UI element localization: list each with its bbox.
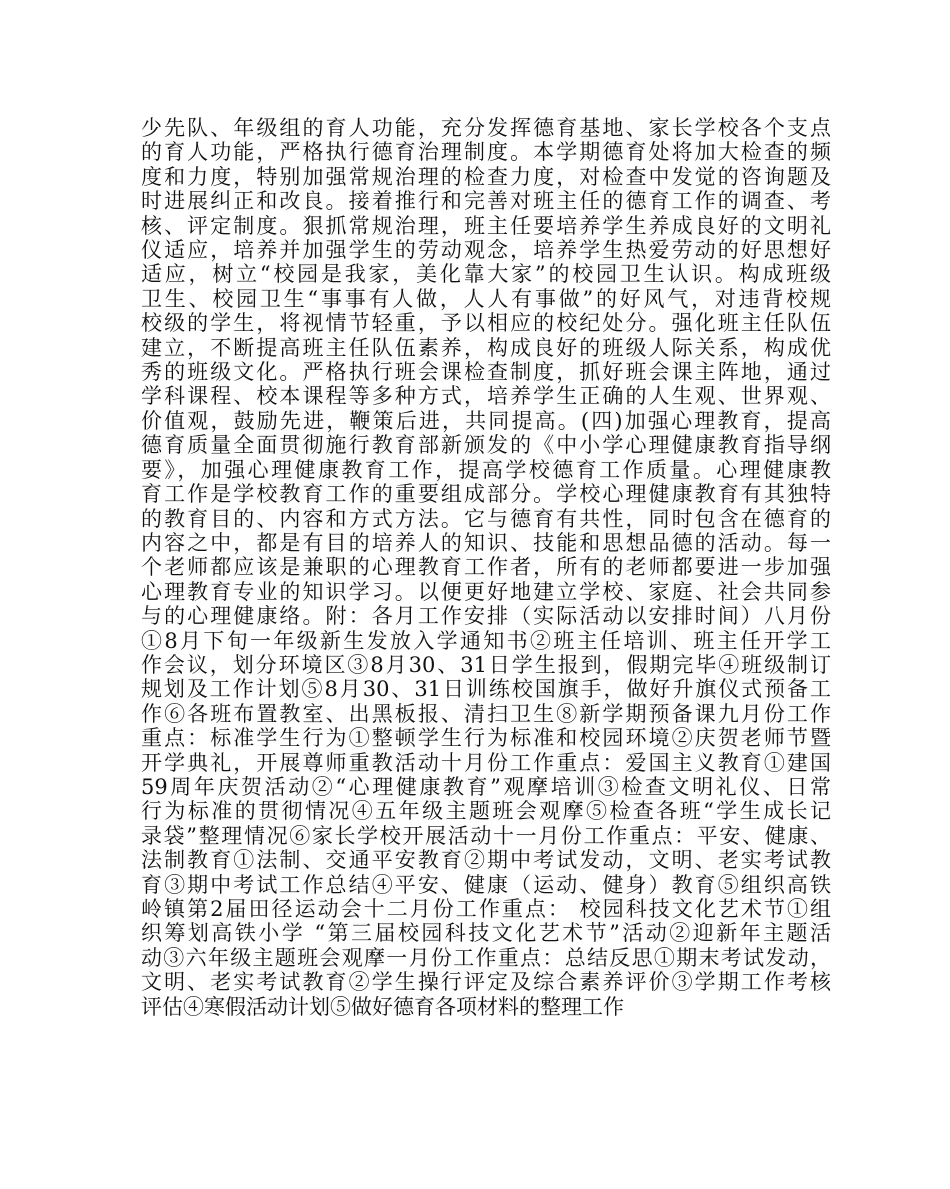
text-line: 价值观，鼓励先进，鞭策后进，共同提高。(四)加强心理教育，提高 — [141, 408, 831, 433]
text-line: 度和力度，特别加强常规治理的检查力度，对检查中发觉的咨询题及 — [141, 164, 831, 189]
text-line: 时进展纠正和改良。接着推行和完善对班主任的德育工作的调查、考 — [141, 189, 831, 214]
text-line: 校级的学生，将视情节轻重，予以相应的校纪处分。强化班主任队伍 — [141, 311, 831, 336]
text-line: 作⑥各班布置教室、出黑板报、清扫卫生⑧新学期预备课九月份工作 — [141, 701, 831, 726]
text-line: 适应，树立“校园是我家，美化靠大家”的校园卫生认识。构成班级 — [141, 262, 831, 287]
text-line: 核、评定制度。狠抓常规治理，班主任要培养学生养成良好的文明礼 — [141, 213, 831, 238]
text-line: 法制教育①法制、交通平安教育②期中考试发动，文明、老实考试教 — [141, 848, 831, 873]
text-line: 评估④寒假活动计划⑤做好德育各项材料的整理工作 — [141, 994, 624, 1019]
text-line: 行为标准的贯彻情况④五年级主题班会观摩⑤检查各班“学生成长记 — [141, 799, 831, 824]
text-line: 仪适应，培养并加强学生的劳动观念，培养学生热爱劳动的好思想好 — [141, 238, 831, 263]
text-line: 重点：标准学生行为①整顿学生行为标准和校园环境②庆贺老师节暨 — [141, 726, 831, 751]
text-line: 育工作是学校教育工作的重要组成部分。学校心理健康教育有其独特 — [141, 482, 831, 507]
document-body-text — [141, 116, 831, 1019]
text-line: 德育质量全面贯彻施行教育部新颁发的《中小学心理健康教育指导纲 — [141, 433, 831, 458]
text-line: 动③六年级主题班会观摩一月份工作重点：总结反思①期末考试发动， — [141, 945, 831, 970]
text-line: 少先队、年级组的育人功能，充分发挥德育基地、家长学校各个支点 — [141, 116, 831, 140]
text-line: 育③期中考试工作总结④平安、健康（运动、健身）教育⑤组织高铁 — [141, 872, 831, 897]
text-line: 的教育目的、内容和方式方法。它与德育有共性，同时包含在德育的 — [141, 506, 831, 531]
text-line: 59周年庆贺活动②“心理健康教育”观摩培训③检查文明礼仪、日常 — [141, 774, 831, 799]
text-line: 文明、老实考试教育②学生操行评定及综合素养评价③学期工作考核 — [141, 970, 831, 995]
text-line: 织筹划高铁小学 “第三届校园科技文化艺术节”活动②迎新年主题活 — [141, 921, 831, 946]
text-line: 建立，不断提高班主任队伍素养，构成良好的班级人际关系，构成优 — [141, 335, 831, 360]
text-line: 与的心理健康络。附：各月工作安排（实际活动以安排时间）八月份 — [141, 604, 831, 629]
text-line: 作会议，划分环境区③8月30、31日学生报到，假期完毕④班级制订 — [141, 652, 831, 677]
text-line: 岭镇第2届田径运动会十二月份工作重点： 校园科技文化艺术节①组 — [141, 897, 831, 921]
text-line: 要》，加强心理健康教育工作，提高学校德育工作质量。心理健康教 — [141, 457, 831, 482]
text-line: ①8月下旬一年级新生发放入学通知书②班主任培训、班主任开学工 — [141, 628, 831, 653]
text-line: 心理教育专业的知识学习。以便更好地建立学校、家庭、社会共同参 — [141, 579, 831, 604]
text-line: 学科课程、校本课程等多种方式，培养学生正确的人生观、世界观、 — [141, 384, 831, 409]
text-line: 卫生、校园卫生“事事有人做，人人有事做”的好风气，对违背校规 — [141, 286, 831, 311]
text-line: 的育人功能，严格执行德育治理制度。本学期德育处将加大检查的频 — [141, 140, 831, 165]
text-line: 个老师都应该是兼职的心理教育工作者，所有的老师都要进一步加强 — [141, 555, 831, 580]
text-line: 开学典礼，开展尊师重教活动十月份工作重点：爱国主义教育①建国 — [141, 750, 831, 775]
text-line: 秀的班级文化。严格执行班会课检查制度，抓好班会课主阵地，通过 — [141, 360, 831, 385]
text-line: 规划及工作计划⑤8月30、31日训练校国旗手，做好升旗仪式预备工 — [141, 677, 831, 702]
text-line: 录袋”整理情况⑥家长学校开展活动十一月份工作重点：平安、健康、 — [141, 823, 831, 848]
text-line: 内容之中，都是有目的培养人的知识、技能和思想品德的活动。每一 — [141, 530, 831, 555]
